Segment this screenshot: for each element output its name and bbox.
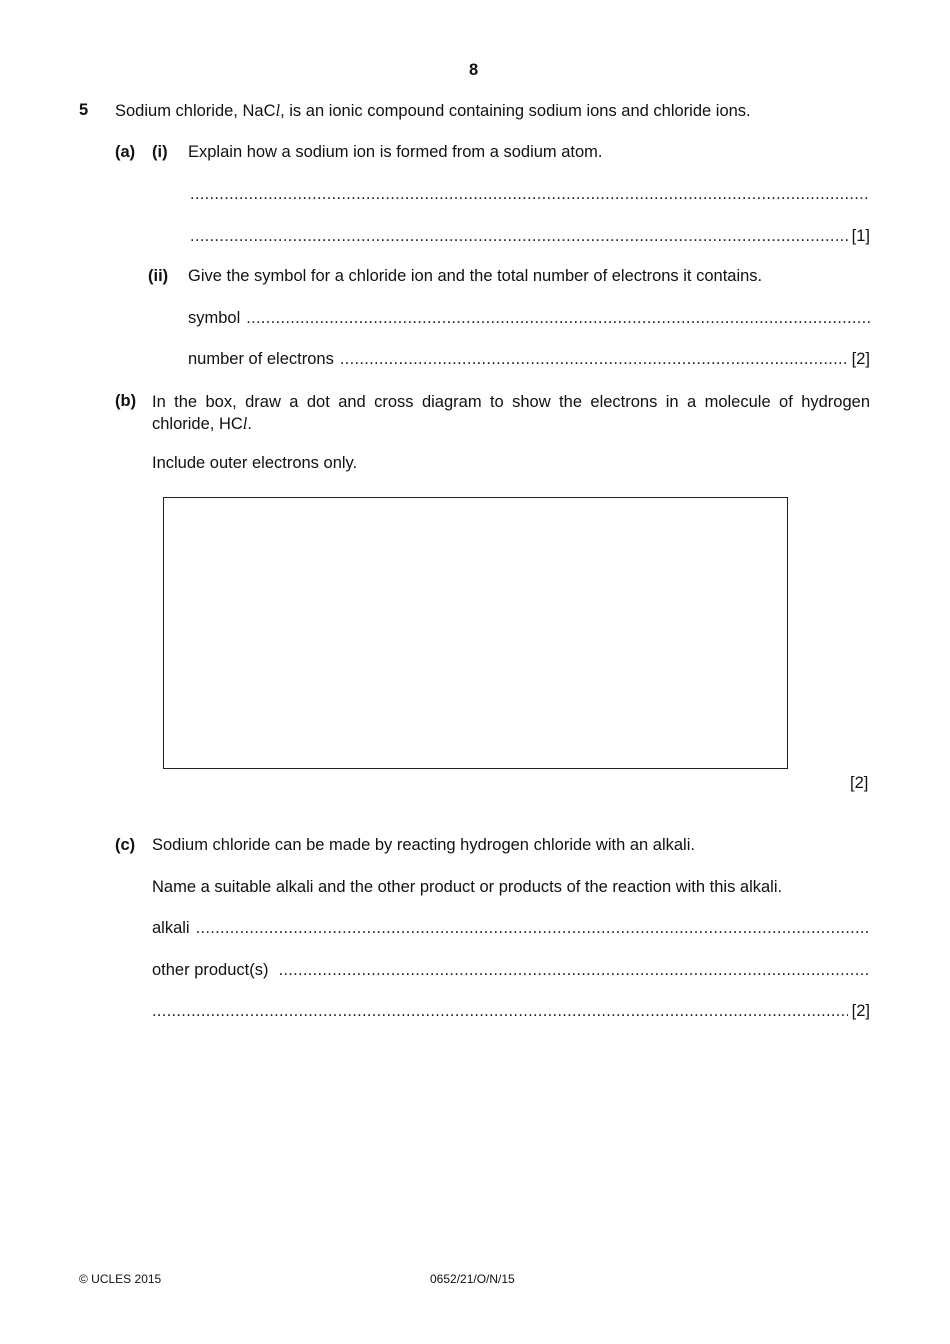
part-a-ii-text: Give the symbol for a chloride ion and the total number of electrons it contains. (188, 267, 763, 285)
part-b-mark: [2] (850, 774, 869, 792)
part-b-instruction: Include outer electrons only. (152, 454, 358, 472)
mark-allocation: [2] (851, 350, 870, 368)
answer-line-a-i-2[interactable] (190, 227, 870, 246)
dotted-line (152, 1002, 848, 1021)
answer-line-electrons[interactable] (188, 350, 870, 369)
part-c-instruction: Name a suitable alkali and the other product or products of the reaction with this alkali. (152, 878, 783, 896)
symbol-label: symbol (188, 309, 241, 327)
part-b-text-main: In the box, draw a dot and cross diagram to show the electrons in a molecule of hydrogen chloride, HC (152, 393, 870, 433)
part-a-i-label: (i) (152, 143, 168, 161)
other-products-label: other product(s) (152, 961, 269, 979)
part-b-label: (b) (115, 392, 137, 410)
footer-paper-code: 0652/21/O/N/15 (430, 1272, 515, 1286)
dotted-line (190, 227, 848, 246)
mark-allocation: [1] (851, 227, 870, 245)
electrons-label: number of electrons (188, 350, 334, 368)
part-c-text: Sodium chloride can be made by reacting hydrogen chloride with an alkali. (152, 836, 695, 854)
dotted-line (190, 185, 870, 204)
part-b-text (152, 392, 870, 435)
answer-line-a-i-1[interactable] (190, 185, 870, 204)
part-a-label: (a) (115, 143, 136, 161)
dotted-line (340, 350, 848, 369)
question-number: 5 (79, 101, 89, 119)
mark-allocation: [2] (851, 1002, 870, 1020)
diagram-drawing-box[interactable] (163, 497, 788, 769)
dotted-line (246, 309, 870, 328)
answer-line-other-products[interactable] (152, 961, 870, 980)
dotted-line (196, 919, 870, 938)
answer-line-alkali[interactable] (152, 919, 870, 938)
question-intro (115, 101, 751, 121)
part-b-text-italic: l (242, 414, 248, 433)
part-b-text-end: . (247, 415, 252, 433)
alkali-label: alkali (152, 919, 190, 937)
question-intro-text: Sodium chloride, NaC (115, 102, 276, 120)
answer-line-other-products-2[interactable] (152, 1002, 870, 1021)
answer-line-symbol[interactable] (188, 309, 870, 328)
page-number: 8 (469, 61, 479, 79)
part-c-label: (c) (115, 836, 136, 854)
question-intro-text-end: , is an ionic compound containing sodium ions and chloride ions. (280, 102, 751, 120)
part-a-ii-label: (ii) (148, 267, 169, 285)
question-intro-italic: l (275, 101, 281, 120)
footer-copyright: © UCLES 2015 (79, 1272, 162, 1286)
dotted-line (278, 961, 870, 980)
part-a-i-text: Explain how a sodium ion is formed from a sodium atom. (188, 143, 603, 161)
